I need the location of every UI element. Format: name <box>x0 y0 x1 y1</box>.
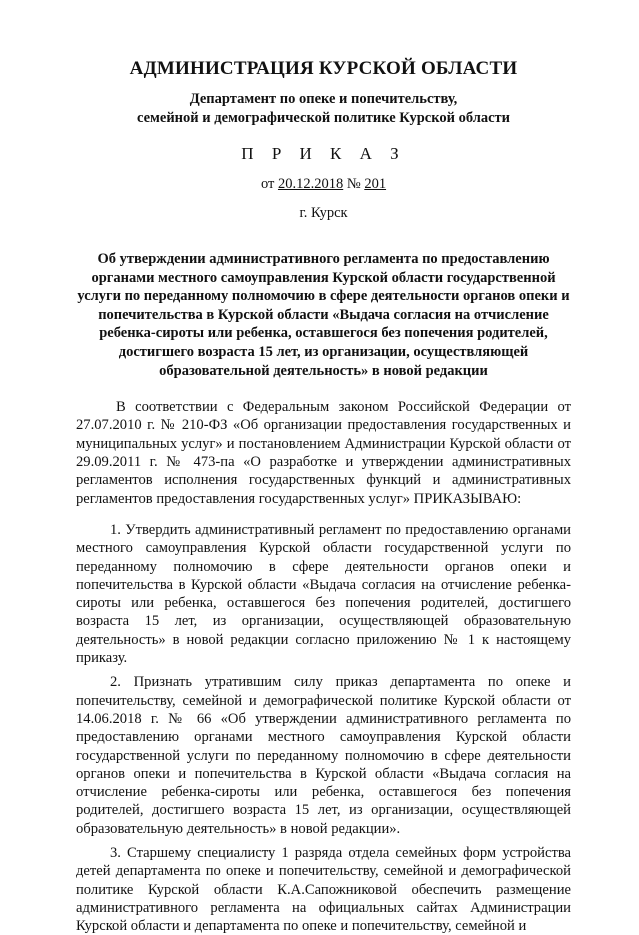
item-1-paragraph: 1. Утвердить административный регламент по предоставлению органами местного самоуправления Курской области государственной услуги по переданному полномочию в сфере деятельности органов опеки и попечительства в Курской области «Выдача согласия на отчисление ребенка-сироты или ребенка, оставшегося без попечения родителей, достигшего возраста 15 лет, из организации, осуществляющей образовательную деятельность» в новой редакции согласно приложению № 1 к настоящему приказу. <box>76 521 571 667</box>
preamble-paragraph: В соответствии с Федеральным законом Российской Федерации от 27.07.2010 г. № 210-ФЗ «Об организации предоставления государственных и муниципальных услуг» и постановлением Администрации Курской области от 29.09.2011 г. № 473-па «О разработке и утверждении административных регламентов исполнения государственных функций и административных регламентов предоставления государственных услуг» ПРИКАЗЫВАЮ: <box>76 399 571 507</box>
order-number: 201 <box>364 176 387 192</box>
order-date: 20.12.2018 <box>277 176 344 192</box>
number-sign: № <box>343 176 365 192</box>
department-line-2: семейной и демографической политике Курской области <box>136 110 511 126</box>
organization-name: АДМИНИСТРАЦИЯ КУРСКОЙ ОБЛАСТИ <box>129 58 518 79</box>
department-name <box>76 90 571 128</box>
item-2-paragraph: 2. Признать утратившим силу приказ департамента по опеке и попечительству, семейной и демографической политике Курской области от 14.06.2018 г. № 66 «Об утверждении административного регламента по предоставлению органами местного самоуправления Курской области государственной услуги по переданному полномочию в сфере деятельности органов опеки и попечительства в Курской области «Выдача согласия на отчисление ребенка-сироты или ребенка, оставшегося без попечения родителей, достигшего возраста 15 лет, из организации, осуществляющей образовательную деятельность» в новой редакции». <box>76 674 571 837</box>
city: г. Курск <box>299 205 348 221</box>
department-line-1: Департамент по опеке и попечительству, <box>189 91 458 107</box>
document-type: П Р И К А З <box>241 144 406 163</box>
order-title: Об утверждении административного регламента по предоставлению органами местного самоуправления Курской области государственной услуги по переданному полномочию в сфере деятельности органов опеки и попечительства в Курской области «Выдача согласия на отчисление ребенка-сироты или ребенка, оставшегося без попечения родителей, достигшего возраста 15 лет, из организации, осуществляющей образовательной деятельность» в новой редакции <box>77 251 570 379</box>
date-prefix: от <box>260 176 278 192</box>
date-line <box>76 176 571 193</box>
item-3-paragraph: 3. Старшему специалисту 1 разряда отдела семейных форм устройства детей департамента по опеке и попечительству, семейной и демографической политике Курской области К.А.Сапожниковой обеспечить размещение административного регламента на официальных сайтах Администрации Курской области и департамента по опеке и попечительству, семейной и <box>76 844 571 935</box>
